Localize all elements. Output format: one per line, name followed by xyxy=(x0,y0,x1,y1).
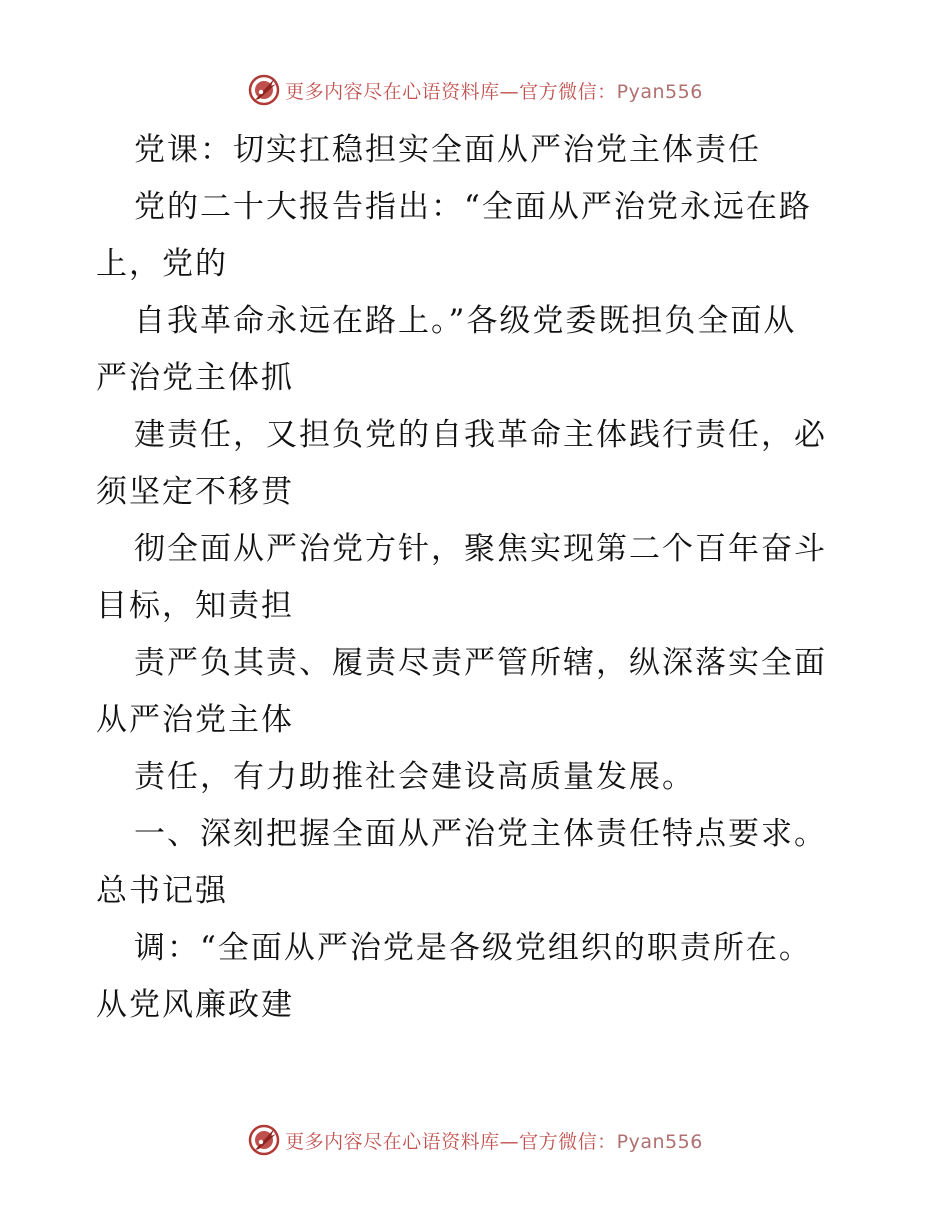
paragraph-line: 调：“全面从严治党是各级党组织的职责所在。 xyxy=(134,930,812,966)
watermark-text: 更多内容尽在心语资料库—官方微信：Pyan556 xyxy=(285,80,703,103)
document-body xyxy=(96,122,856,1034)
paragraph-line: 建责任，又担负党的自我革命主体践行责任，必 xyxy=(134,417,827,453)
paragraph-line: 从党风廉政建 xyxy=(96,987,294,1023)
paragraph-line: 总书记强 xyxy=(96,873,228,909)
footer-watermark xyxy=(0,1120,950,1160)
paragraph-line: 须坚定不移贯 xyxy=(96,474,294,510)
paragraph-line: 责任，有力助推社会建设高质量发展。 xyxy=(134,759,695,795)
paragraph-line: 从严治党主体 xyxy=(96,702,294,738)
paragraph-line: 责严负其责、履责尽责严管所辖，纵深落实全面 xyxy=(134,645,827,681)
watermark-text: 更多内容尽在心语资料库—官方微信：Pyan556 xyxy=(285,1130,703,1153)
paragraph-line: 彻全面从严治党方针，聚焦实现第二个百年奋斗 xyxy=(134,531,827,567)
section-heading-line: 一、深刻把握全面从严治党主体责任特点要求。 xyxy=(134,816,827,852)
document-title: 党课：切实扛稳担实全面从严治党主体责任 xyxy=(134,132,761,168)
header-watermark xyxy=(0,70,950,110)
quill-seal-icon xyxy=(247,73,281,107)
paragraph-line: 党的二十大报告指出：“全面从严治党永远在路 xyxy=(134,189,812,225)
paragraph-line: 自我革命永远在路上。”各级党委既担负全面从 xyxy=(134,303,797,339)
paragraph-line: 严治党主体抓 xyxy=(96,360,294,396)
paragraph-line: 上，党的 xyxy=(96,246,228,282)
paragraph-line: 目标，知责担 xyxy=(96,588,294,624)
quill-seal-icon xyxy=(247,1123,281,1157)
